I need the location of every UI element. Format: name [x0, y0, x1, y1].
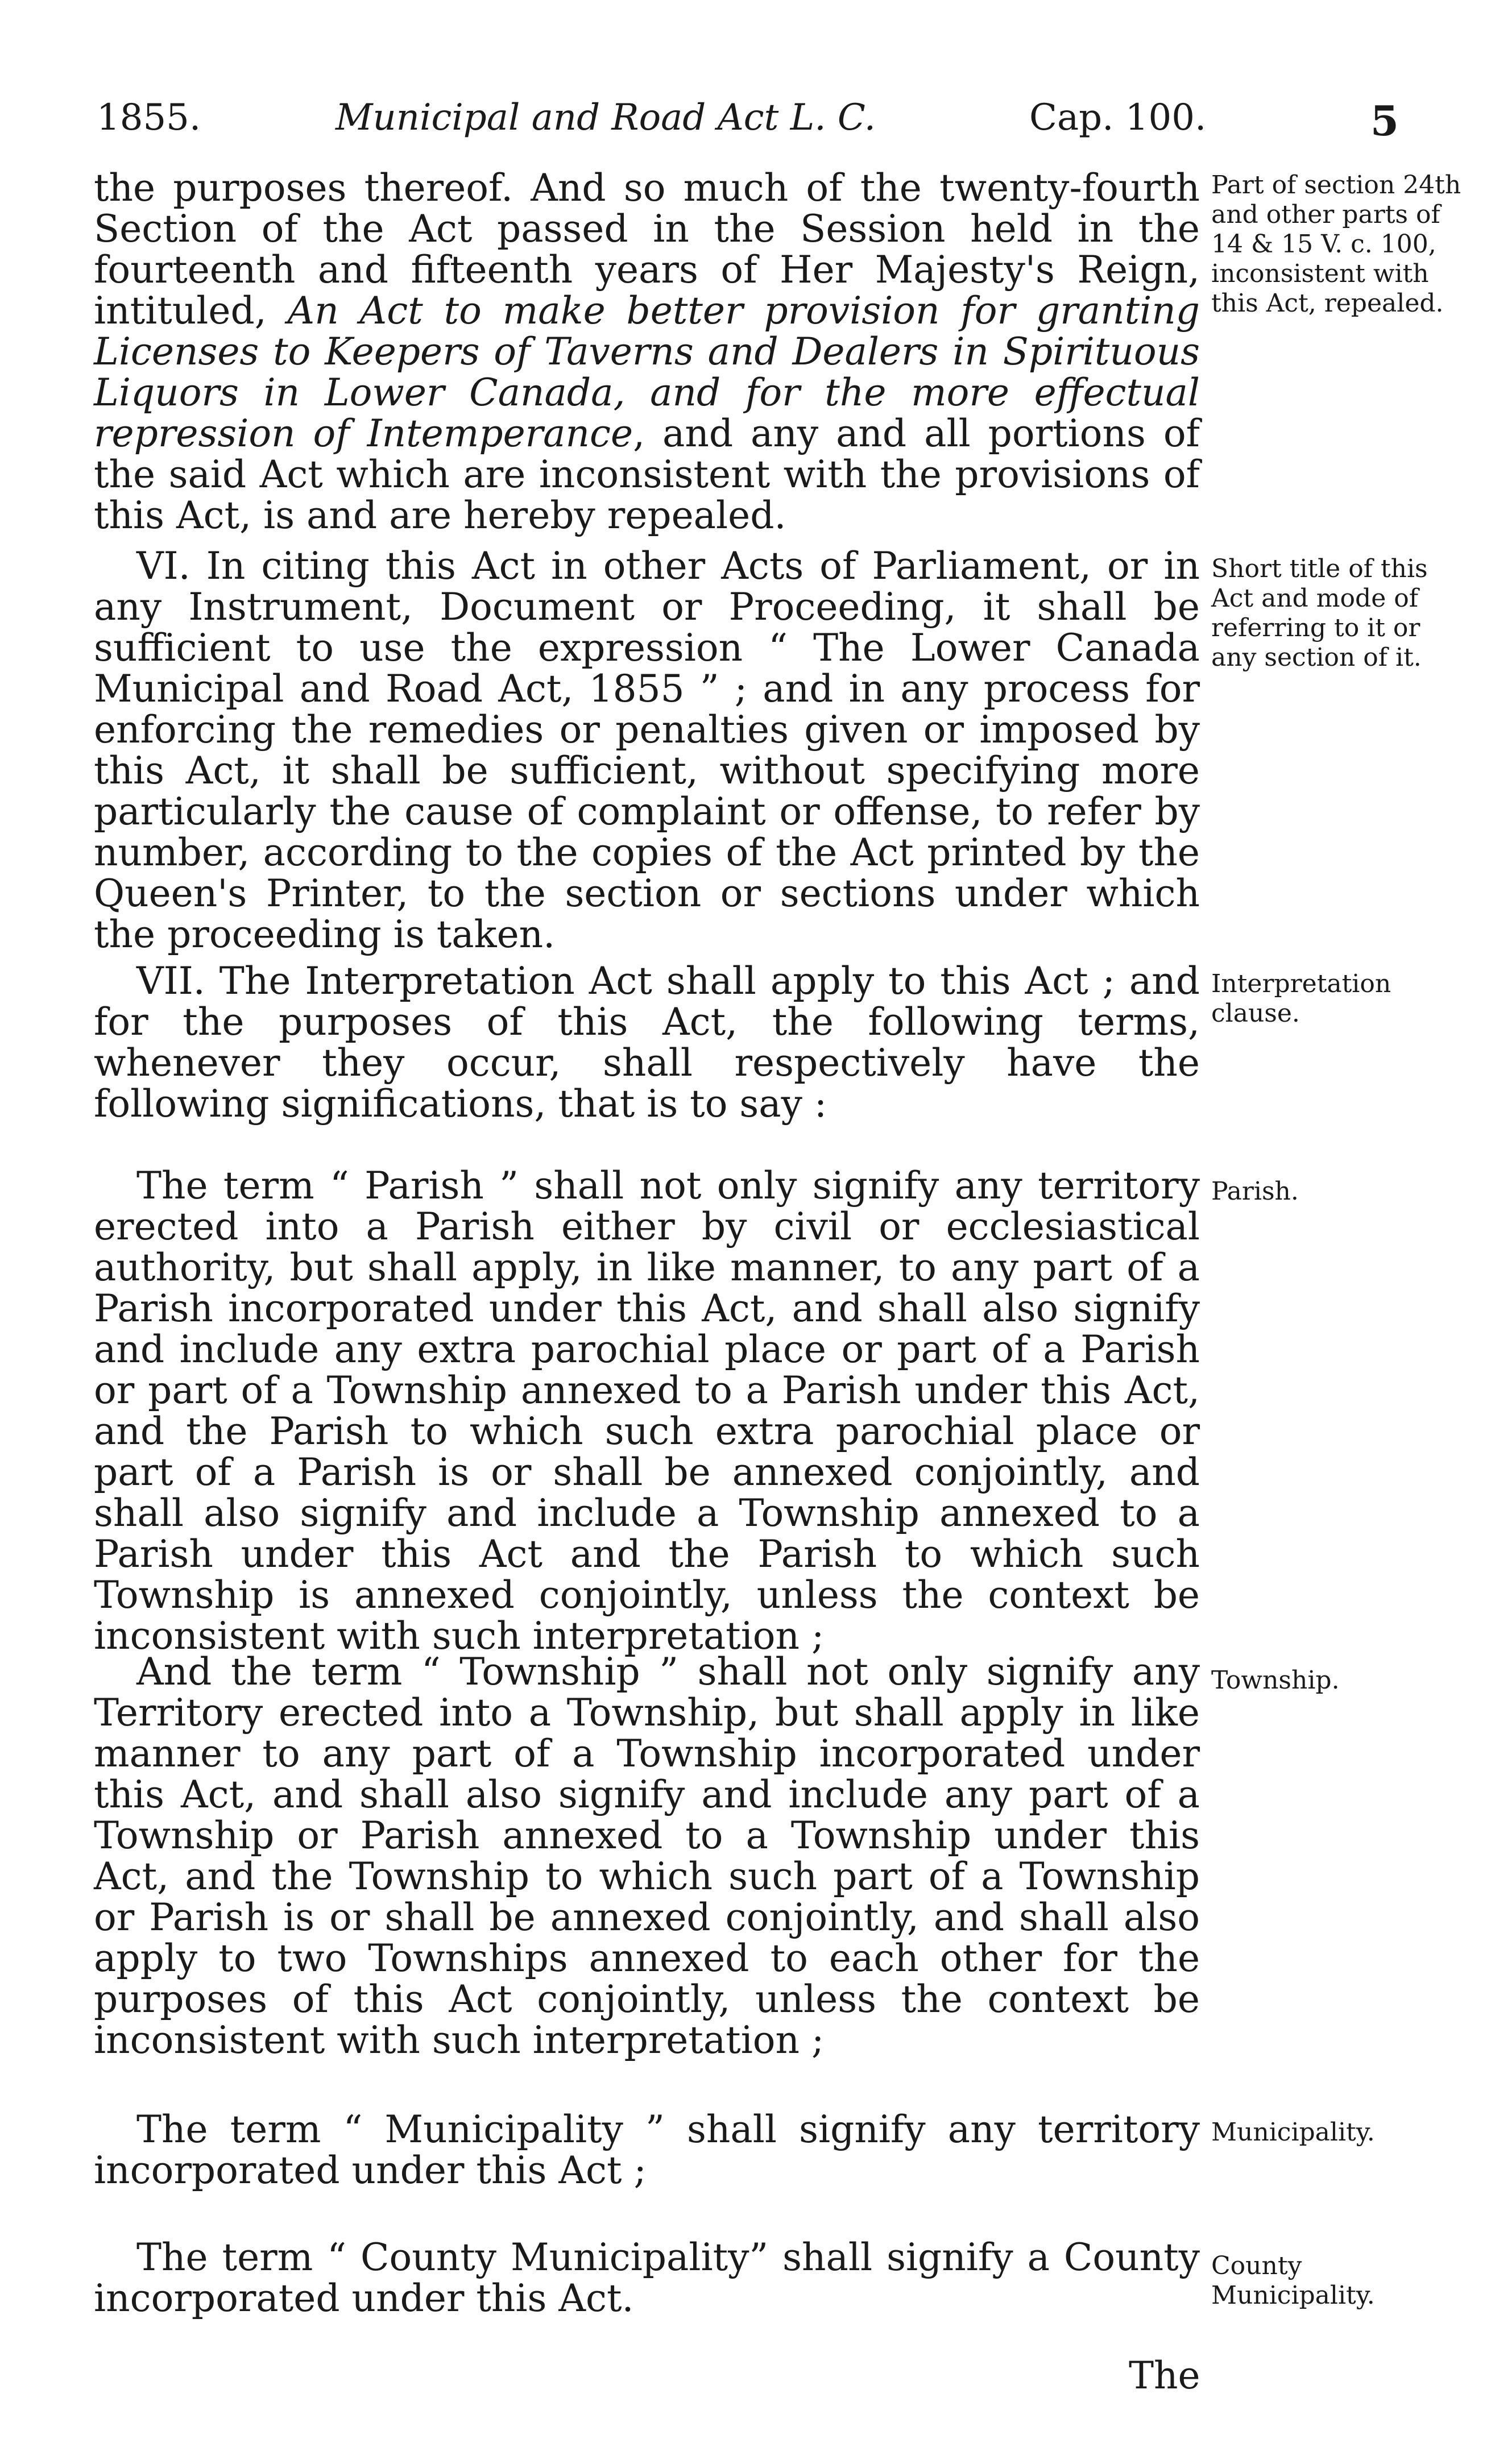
- running-header: [97, 97, 1399, 148]
- margin-note-township: Township.: [1211, 1666, 1340, 1695]
- definition-municipality: [94, 2109, 1200, 2191]
- margin-note-county-municipality: County Municipality.: [1211, 2251, 1375, 2310]
- margin-note-short-title: Short title of this Act and mode of referring to it or any section of it.: [1211, 554, 1428, 672]
- definition-parish: [94, 1165, 1200, 1657]
- definition-municipality-text: The term “ Municipality ” shall signify any territory incorporated under this Act ;: [94, 2108, 1200, 2192]
- section-vi: [94, 546, 1200, 955]
- margin-note-interpretation: Interpretation clause.: [1211, 969, 1391, 1028]
- definition-county-municipality-text: The term “ County Municipality” shall signify a County incorporated under this Act.: [94, 2235, 1200, 2320]
- paragraph-repeal: [94, 168, 1200, 536]
- section-vii: [94, 961, 1200, 1125]
- paragraph-text: , and any and all portions of the said Act which are inconsistent with the provisions of this Act, is and are hereby repealed.: [94, 412, 1200, 537]
- definition-county-municipality: [94, 2237, 1200, 2319]
- page-number: 5: [1370, 97, 1399, 145]
- margin-note-parish: Parish.: [1211, 1177, 1299, 1206]
- definition-parish-text: The term “ Parish ” shall not only signify any territory erected into a Parish either by civil or ecclesiastical authority, but shall apply, in like manner, to any part of a Parish incorporated under this Act, and shall also signify and include any extra parochial place or part of a Parish or part of a Township annexed to a Parish under this Act, and the Parish to which such extra parochial place or part of a Parish is or shall be annexed conjointly, and shall also signify and include a Township annexed to a Parish under this Act and the Parish to which such Township is annexed conjointly, unless the context be inconsistent with such interpretation ;: [94, 1164, 1200, 1658]
- section-vi-text: VI. In citing this Act in other Acts of Parliament, or in any Instrument, Document or Proceeding, it shall be sufficient to use the expression “ The Lower Canada Municipal and Road Act, 1855 ” ; and in any process for enforcing the remedies or penalties given or imposed by this Act, it shall be sufficient, without specifying more particularly the cause of complaint or offense, to refer by number, according to the copies of the Act printed by the Queen's Printer, to the section or sections under which the proceeding is taken.: [94, 544, 1200, 956]
- header-chapter: Cap. 100.: [1029, 97, 1207, 139]
- margin-note-repeal: Part of section 24th and other parts of 14 & 15 V. c. 100, inconsistent with this Act, repealed.: [1211, 171, 1461, 318]
- definition-township-text: And the term “ Township ” shall not only signify any Territory erected into a Township, but shall apply in like manner to any part of a Township incorporated under this Act, and shall also signify and include any part of a Township or Parish annexed to a Township under this Act, and the Township to which such part of a Township or Parish is or shall be annexed conjointly, and shall also apply to two Townships annexed to each other for the purposes of this Act conjointly, unless the context be inconsistent with such interpretation ;: [94, 1650, 1200, 2062]
- header-year: 1855.: [97, 97, 201, 139]
- catchword: The: [1129, 2354, 1200, 2397]
- section-vii-text: VII. The Interpretation Act shall apply to this Act ; and for the purposes of this Act, the following terms, whenever they occur, shall respectively have the following significations, that is to say :: [94, 959, 1200, 1126]
- definition-township: [94, 1652, 1200, 2061]
- paragraph-text: the purposes thereof. And so much of the twenty-fourth Section of the Act passed in the Session held in the fourteenth and fifteenth years of Her Majesty's Reign, intituled,: [94, 166, 1200, 333]
- margin-note-municipality: Municipality.: [1211, 2118, 1375, 2147]
- header-title: Municipal and Road Act L. C.: [336, 97, 876, 139]
- act-title-italic: An Act to make better provision for granting Licenses to Keepers of Taverns and Dealers in Spirituous Liquors in Lower Canada, and for the more effectual repression of Intemperance: [94, 289, 1200, 455]
